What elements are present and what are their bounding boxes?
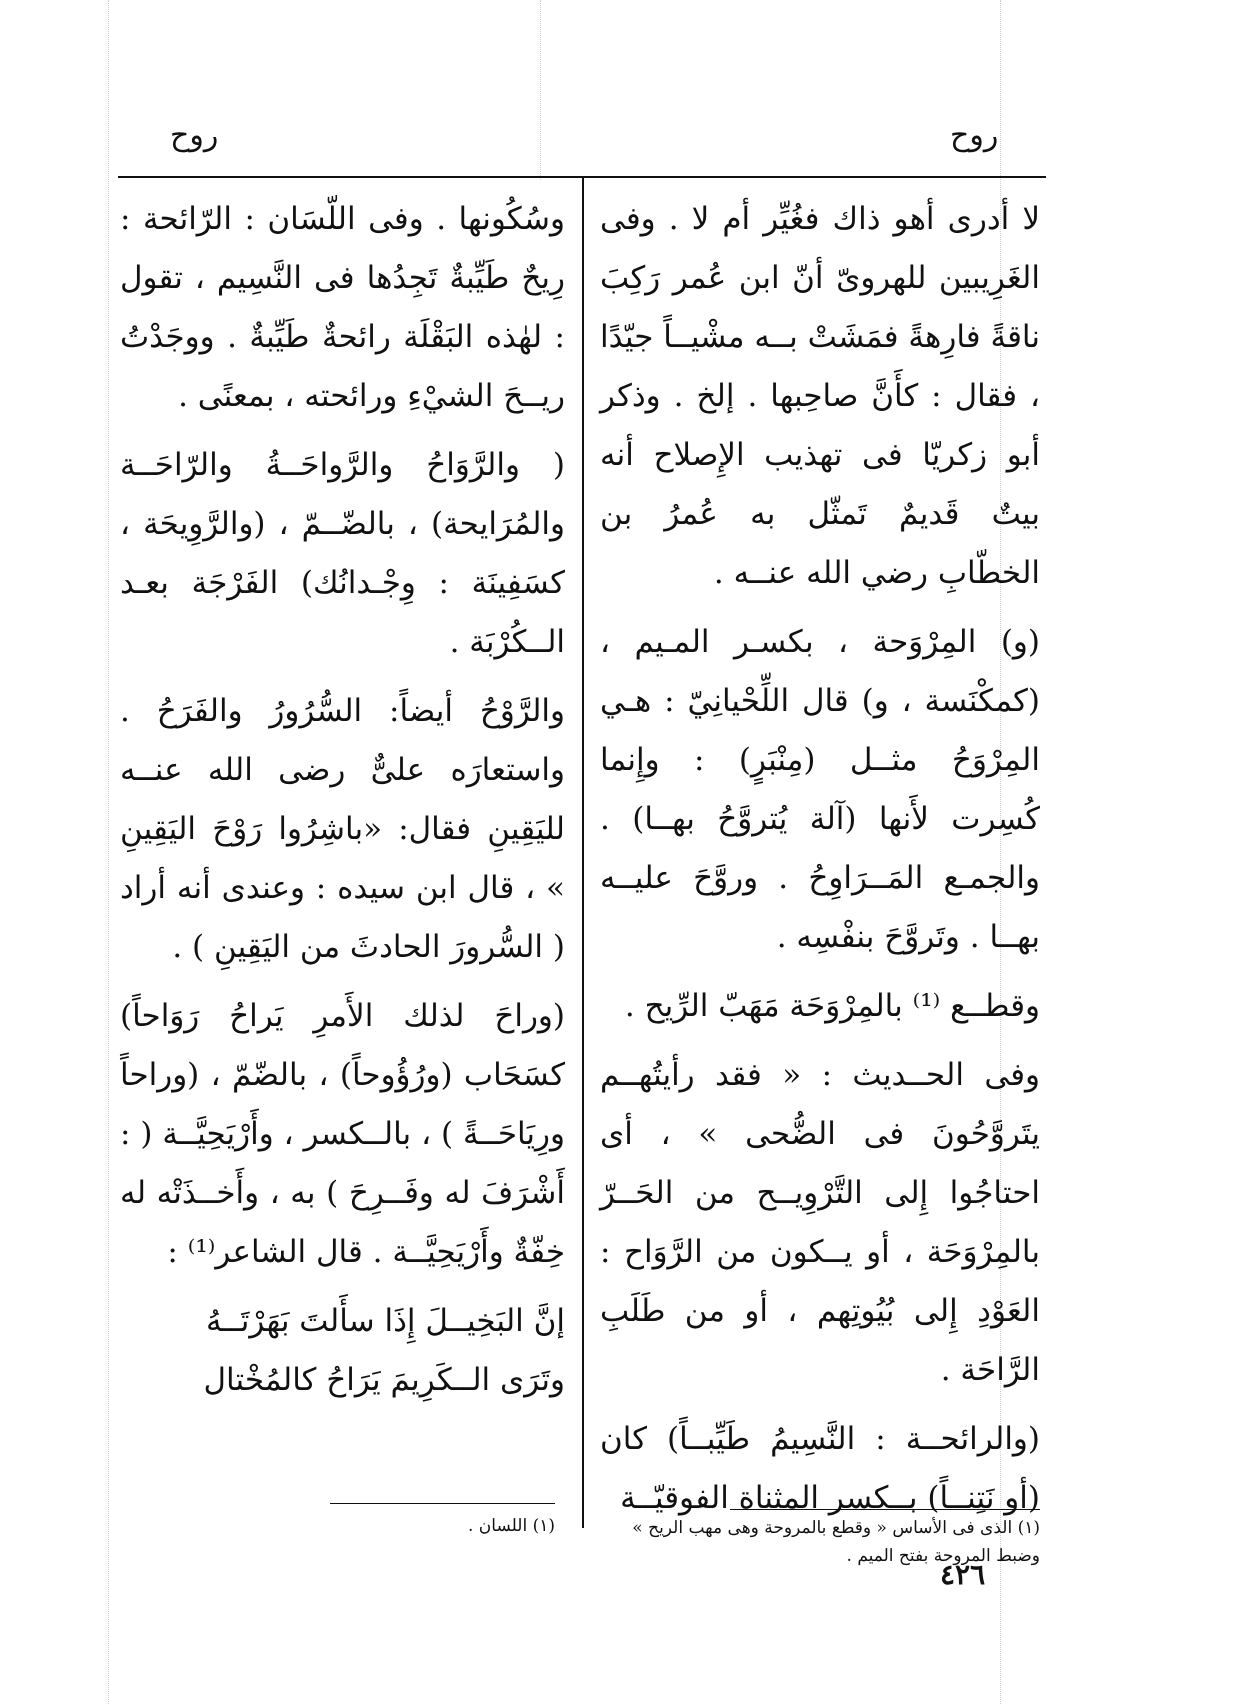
- paragraph: وسُكُونها . وفى اللّسَان : الرّائحة : رِيحٌ طَيِّبةٌ تَجِدُها فى النَّسِيم ، تقول : لهٰذه البَقْلَة رائحةٌ طَيِّبةٌ . ووجَدْتُ ريــحَ الشيْءِ ورائحته ، بمعنًى .: [120, 201, 565, 414]
- paragraph: والرَّوْحُ أيضاً: السُّرُورُ والفَرَحُ . واستعارَه علىٌّ رضى الله عنــه لليَقِينِ فقال: «باشِرُوا رَوْحَ اليَقِينِ » ، قال ابن سيده : وعندى أنه أراد ( السُّرورَ الحادثَ من اليَقِينِ ) .: [120, 693, 565, 965]
- scan-artifact-line: [108, 0, 109, 1704]
- paragraph: وقطــع ⁽¹⁾ بالمِرْوَحَة مَهَبّ الرِّيح .: [624, 988, 1040, 1024]
- scan-artifact-line: [540, 0, 541, 180]
- paragraph: لا أدرى أهو ذاك فغُيِّر أم لا . وفى الغَرِيبين للهروىّ أنّ ابن عُمر رَكِبَ ناقةً فارِهةً فمَشَتْ بــه مشْيــاً جيّدًا ، فقال : كأَنَّ صاحِبها . إلخ . وذكر أبو زكريّا فى تهذيب الإِصلاح أنه بيتٌ قَديمٌ تَمثّل به عُمرُ بن الخطّابِ رضي الله عنــه .: [600, 201, 1040, 591]
- paragraph: وفى الحــديث : « فقد رأيتُهــم يتَروَّحُونَ فى الضُّحى » ، أى احتاجُوا إِلى التَّرْوِيــح من الحَــرّ بالمِرْوَحَة ، أو يــكون من الرَّوَاح : العَوْدِ إِلى بُيُوتِهم ، أو من طَلَبِ الرَّاحَة .: [600, 1057, 1040, 1388]
- paragraph: (وراحَ لذلك الأَمرِ يَراحُ رَوَاحاً) كسَحَاب (ورُؤُوحاً) ، بالضّمّ ، (وراحاً ورِيَاحَــةً ) ، بالــكسر ، وأَرْيَحِيَّــة ( : أَشْرَفَ له وفَــرِحَ ) به ، وأَخــذَتْه له خِفّةٌ وأَرْيَحِيَّــة . قال الشاعر⁽¹⁾ :: [120, 998, 565, 1270]
- paragraph: (والرائحــة : النَّسِيمُ طَيِّبــاً) كان (أو نَتِنــاً) بــكسر المثناة الفوقيّــة: [600, 1421, 1040, 1516]
- column-divider: [582, 178, 584, 1528]
- right-column: [600, 190, 1040, 1538]
- footnote-rule: [330, 1503, 555, 1504]
- footnote-right: (١) الذى فى الأساس « وقطع بالمروحة وهى مهب الريح » وضبط المروحة بفتح الميم .: [632, 1518, 1040, 1566]
- running-head-left: روح: [170, 118, 219, 153]
- poem-line: وتَرَى الــكَرِيمَ يَرَاحُ كالمُخْتال: [203, 1362, 565, 1398]
- running-head-right: روح: [950, 118, 999, 153]
- page-number: ٤٢٦: [940, 1558, 986, 1591]
- left-column: [120, 190, 565, 1410]
- paragraph: (و) المِرْوَحة ، بكسـر المـيم ، (كمكْنَسة ، و) قال اللِّحْيانِيّ : هـي المِرْوَحُ مثــل (مِنْبَرٍ) : وإِنما كُسِرت لأَنها (آلة يُتروَّحُ بهــا) . والجمـع المَــرَاوِحُ . وروَّحَ عليــه بهــا . وتَروَّحَ بنفْسِه .: [600, 624, 1040, 955]
- paragraph: ( والرَّوَاحُ والرَّواحَــةُ والرّاحَــة والمُرَايحة) ، بالضّــمّ ، (والرَّوِيحَة ، كسَفِينَة : وِجْـدانُك) الفَرْجَة بعـد الــكُرْبَة .: [120, 447, 565, 660]
- footnote-rule: [730, 1509, 1040, 1510]
- footnote-left: (١) اللسان .: [468, 1516, 555, 1536]
- poem-line: إنَّ البَخِيــلَ إِذَا سأَلتَ بَهَرْتَــهُ: [206, 1303, 565, 1339]
